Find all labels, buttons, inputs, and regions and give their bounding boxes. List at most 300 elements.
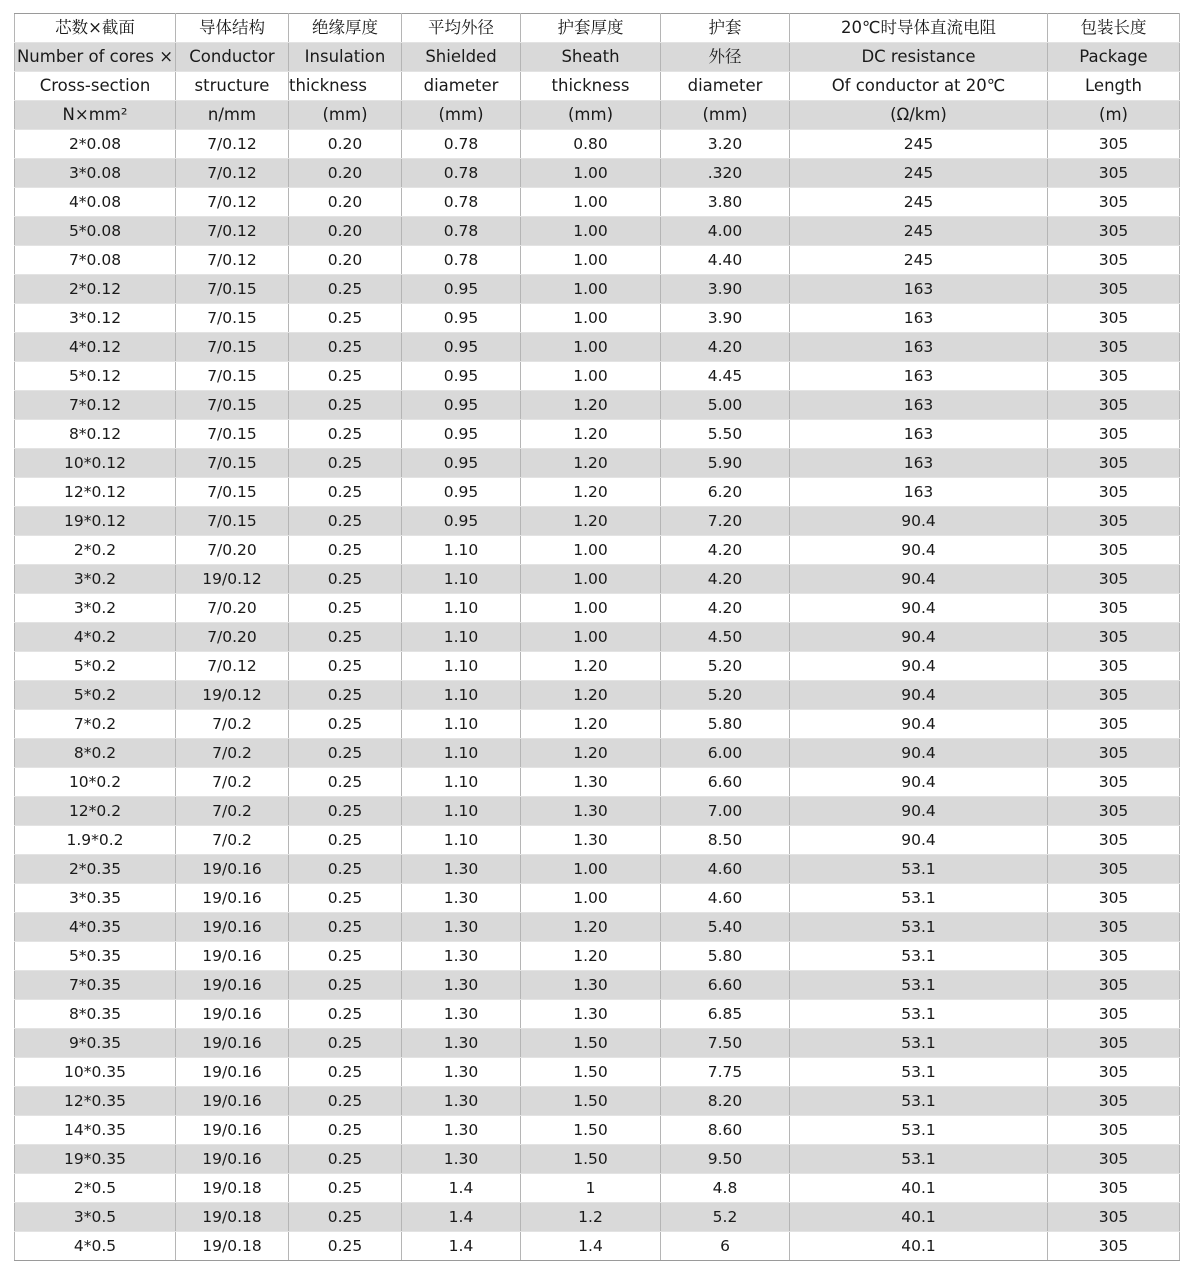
cell-package-length: 305	[1048, 797, 1180, 826]
cell-sheath-thickness: 1.20	[521, 913, 661, 942]
cell-sheath-outer-diameter: 7.00	[661, 797, 790, 826]
header-cell-sheath-outer-diameter: (mm)	[661, 101, 790, 130]
header-row-english-1	[15, 43, 1180, 72]
cell-insulation-thickness: 0.20	[289, 159, 402, 188]
cell-conductor-structure: 19/0.16	[176, 855, 289, 884]
cell-dc-resistance: 90.4	[790, 565, 1048, 594]
cell-insulation-thickness: 0.25	[289, 536, 402, 565]
table-row	[15, 1174, 1180, 1203]
table-row	[15, 536, 1180, 565]
cell-package-length: 305	[1048, 362, 1180, 391]
table-row	[15, 391, 1180, 420]
cell-sheath-outer-diameter: 6	[661, 1232, 790, 1261]
table-row	[15, 275, 1180, 304]
cell-dc-resistance: 53.1	[790, 1029, 1048, 1058]
cell-conductor-structure: 7/0.15	[176, 304, 289, 333]
cell-cores-cross-section: 7*0.35	[15, 971, 176, 1000]
cell-conductor-structure: 7/0.15	[176, 478, 289, 507]
cell-shielded-diameter: 0.78	[402, 188, 521, 217]
table-row	[15, 507, 1180, 536]
cell-cores-cross-section: 3*0.08	[15, 159, 176, 188]
cell-conductor-structure: 19/0.16	[176, 971, 289, 1000]
header-cell-sheath-thickness: 护套厚度	[521, 14, 661, 43]
cell-sheath-thickness: 1.20	[521, 507, 661, 536]
cell-conductor-structure: 7/0.2	[176, 739, 289, 768]
cell-dc-resistance: 90.4	[790, 797, 1048, 826]
cell-conductor-structure: 19/0.16	[176, 1029, 289, 1058]
cell-insulation-thickness: 0.25	[289, 391, 402, 420]
cell-package-length: 305	[1048, 710, 1180, 739]
table-row	[15, 884, 1180, 913]
cell-conductor-structure: 7/0.15	[176, 333, 289, 362]
header-cell-cores-cross-section: Number of cores ×	[15, 43, 176, 72]
cell-shielded-diameter: 0.95	[402, 478, 521, 507]
cell-package-length: 305	[1048, 1000, 1180, 1029]
cell-dc-resistance: 163	[790, 362, 1048, 391]
cell-sheath-thickness: 1.00	[521, 565, 661, 594]
cell-package-length: 305	[1048, 159, 1180, 188]
cell-dc-resistance: 53.1	[790, 971, 1048, 1000]
cell-dc-resistance: 90.4	[790, 536, 1048, 565]
cell-cores-cross-section: 10*0.35	[15, 1058, 176, 1087]
cell-insulation-thickness: 0.25	[289, 1116, 402, 1145]
cell-sheath-thickness: 1.30	[521, 1000, 661, 1029]
cell-dc-resistance: 245	[790, 246, 1048, 275]
cell-package-length: 305	[1048, 768, 1180, 797]
table-row	[15, 333, 1180, 362]
cell-conductor-structure: 19/0.18	[176, 1203, 289, 1232]
cell-insulation-thickness: 0.25	[289, 333, 402, 362]
header-cell-package-length: 包装长度	[1048, 14, 1180, 43]
cell-cores-cross-section: 14*0.35	[15, 1116, 176, 1145]
cell-shielded-diameter: 1.30	[402, 1029, 521, 1058]
cell-cores-cross-section: 19*0.12	[15, 507, 176, 536]
cell-insulation-thickness: 0.25	[289, 739, 402, 768]
cell-sheath-outer-diameter: 9.50	[661, 1145, 790, 1174]
cell-dc-resistance: 53.1	[790, 855, 1048, 884]
cell-sheath-thickness: 1.30	[521, 768, 661, 797]
cable-spec-sheet	[14, 13, 1179, 1261]
cell-package-length: 305	[1048, 942, 1180, 971]
cell-sheath-thickness: 1.20	[521, 739, 661, 768]
cell-conductor-structure: 7/0.20	[176, 536, 289, 565]
cell-conductor-structure: 19/0.12	[176, 565, 289, 594]
header-cell-sheath-outer-diameter: diameter	[661, 72, 790, 101]
header-row-units	[15, 101, 1180, 130]
cell-cores-cross-section: 19*0.35	[15, 1145, 176, 1174]
cell-shielded-diameter: 1.30	[402, 942, 521, 971]
cell-sheath-thickness: 1.00	[521, 246, 661, 275]
cell-sheath-outer-diameter: 4.20	[661, 565, 790, 594]
cell-conductor-structure: 7/0.2	[176, 826, 289, 855]
cell-package-length: 305	[1048, 1145, 1180, 1174]
cell-sheath-outer-diameter: 6.00	[661, 739, 790, 768]
cell-dc-resistance: 245	[790, 188, 1048, 217]
cell-dc-resistance: 90.4	[790, 739, 1048, 768]
cell-package-length: 305	[1048, 623, 1180, 652]
cell-sheath-outer-diameter: 4.20	[661, 594, 790, 623]
cell-sheath-outer-diameter: 5.40	[661, 913, 790, 942]
header-cell-cores-cross-section: 芯数×截面	[15, 14, 176, 43]
cell-sheath-outer-diameter: 6.20	[661, 478, 790, 507]
cell-shielded-diameter: 1.10	[402, 594, 521, 623]
cell-cores-cross-section: 4*0.35	[15, 913, 176, 942]
cell-package-length: 305	[1048, 594, 1180, 623]
cell-dc-resistance: 163	[790, 420, 1048, 449]
cell-package-length: 305	[1048, 1203, 1180, 1232]
header-cell-conductor-structure: structure	[176, 72, 289, 101]
cell-conductor-structure: 19/0.16	[176, 913, 289, 942]
cell-package-length: 305	[1048, 1232, 1180, 1261]
cell-dc-resistance: 90.4	[790, 623, 1048, 652]
header-cell-sheath-outer-diameter: 外径	[661, 43, 790, 72]
cell-dc-resistance: 163	[790, 333, 1048, 362]
table-row	[15, 188, 1180, 217]
cell-dc-resistance: 163	[790, 449, 1048, 478]
table-row	[15, 652, 1180, 681]
header-cell-insulation-thickness: (mm)	[289, 101, 402, 130]
header-cell-sheath-thickness: thickness	[521, 72, 661, 101]
cell-sheath-thickness: 1.50	[521, 1145, 661, 1174]
cell-package-length: 305	[1048, 1029, 1180, 1058]
cell-package-length: 305	[1048, 652, 1180, 681]
cell-shielded-diameter: 0.78	[402, 217, 521, 246]
cell-dc-resistance: 163	[790, 275, 1048, 304]
cell-package-length: 305	[1048, 913, 1180, 942]
cell-shielded-diameter: 0.95	[402, 275, 521, 304]
cell-dc-resistance: 245	[790, 159, 1048, 188]
cell-conductor-structure: 7/0.2	[176, 797, 289, 826]
cell-shielded-diameter: 1.10	[402, 652, 521, 681]
cell-cores-cross-section: 5*0.2	[15, 681, 176, 710]
cell-sheath-thickness: 1.2	[521, 1203, 661, 1232]
cell-sheath-thickness: 1.20	[521, 681, 661, 710]
cell-sheath-outer-diameter: .320	[661, 159, 790, 188]
table-row	[15, 739, 1180, 768]
cell-cores-cross-section: 5*0.08	[15, 217, 176, 246]
cell-shielded-diameter: 0.95	[402, 449, 521, 478]
cell-package-length: 305	[1048, 1174, 1180, 1203]
cell-shielded-diameter: 1.10	[402, 797, 521, 826]
cell-cores-cross-section: 12*0.35	[15, 1087, 176, 1116]
cell-shielded-diameter: 1.30	[402, 884, 521, 913]
cell-sheath-thickness: 1.20	[521, 710, 661, 739]
header-cell-conductor-structure: Conductor	[176, 43, 289, 72]
cell-conductor-structure: 19/0.18	[176, 1174, 289, 1203]
cell-package-length: 305	[1048, 391, 1180, 420]
cell-package-length: 305	[1048, 130, 1180, 159]
cell-package-length: 305	[1048, 217, 1180, 246]
cell-dc-resistance: 53.1	[790, 1000, 1048, 1029]
cell-shielded-diameter: 1.10	[402, 536, 521, 565]
cell-package-length: 305	[1048, 478, 1180, 507]
cell-insulation-thickness: 0.25	[289, 681, 402, 710]
cell-sheath-thickness: 1.50	[521, 1116, 661, 1145]
cell-conductor-structure: 7/0.15	[176, 507, 289, 536]
cell-insulation-thickness: 0.25	[289, 1203, 402, 1232]
cell-sheath-thickness: 1.20	[521, 449, 661, 478]
cell-shielded-diameter: 0.95	[402, 333, 521, 362]
cell-cores-cross-section: 3*0.35	[15, 884, 176, 913]
cell-package-length: 305	[1048, 826, 1180, 855]
cell-insulation-thickness: 0.25	[289, 768, 402, 797]
cell-sheath-outer-diameter: 4.00	[661, 217, 790, 246]
cell-sheath-outer-diameter: 6.60	[661, 768, 790, 797]
cell-package-length: 305	[1048, 536, 1180, 565]
cell-insulation-thickness: 0.25	[289, 652, 402, 681]
cell-cores-cross-section: 5*0.12	[15, 362, 176, 391]
table-row	[15, 478, 1180, 507]
cell-cores-cross-section: 3*0.5	[15, 1203, 176, 1232]
cell-sheath-thickness: 1.00	[521, 333, 661, 362]
cell-conductor-structure: 7/0.12	[176, 217, 289, 246]
cell-package-length: 305	[1048, 420, 1180, 449]
cell-dc-resistance: 53.1	[790, 1116, 1048, 1145]
cell-cores-cross-section: 7*0.2	[15, 710, 176, 739]
cell-conductor-structure: 7/0.12	[176, 652, 289, 681]
cell-cores-cross-section: 4*0.5	[15, 1232, 176, 1261]
cell-sheath-thickness: 1.00	[521, 884, 661, 913]
cell-package-length: 305	[1048, 1058, 1180, 1087]
header-row-chinese	[15, 14, 1180, 43]
cell-sheath-outer-diameter: 7.20	[661, 507, 790, 536]
cell-shielded-diameter: 0.78	[402, 159, 521, 188]
cell-cores-cross-section: 3*0.2	[15, 565, 176, 594]
cell-sheath-thickness: 1.20	[521, 652, 661, 681]
table-row	[15, 1116, 1180, 1145]
cell-sheath-thickness: 1.00	[521, 188, 661, 217]
cell-dc-resistance: 40.1	[790, 1174, 1048, 1203]
table-row	[15, 681, 1180, 710]
cell-sheath-outer-diameter: 5.80	[661, 942, 790, 971]
cell-sheath-outer-diameter: 4.60	[661, 855, 790, 884]
cell-sheath-thickness: 1.00	[521, 855, 661, 884]
cell-conductor-structure: 19/0.16	[176, 884, 289, 913]
cell-sheath-thickness: 1.20	[521, 942, 661, 971]
cell-sheath-thickness: 1.30	[521, 826, 661, 855]
cell-sheath-thickness: 1.50	[521, 1087, 661, 1116]
cell-conductor-structure: 7/0.20	[176, 594, 289, 623]
table-row	[15, 797, 1180, 826]
cell-dc-resistance: 163	[790, 304, 1048, 333]
cell-insulation-thickness: 0.25	[289, 565, 402, 594]
cell-dc-resistance: 163	[790, 391, 1048, 420]
cell-package-length: 305	[1048, 275, 1180, 304]
cell-cores-cross-section: 2*0.12	[15, 275, 176, 304]
cell-conductor-structure: 7/0.12	[176, 159, 289, 188]
cell-dc-resistance: 53.1	[790, 884, 1048, 913]
cell-cores-cross-section: 10*0.12	[15, 449, 176, 478]
cell-cores-cross-section: 2*0.35	[15, 855, 176, 884]
cell-shielded-diameter: 0.95	[402, 362, 521, 391]
cell-shielded-diameter: 1.4	[402, 1232, 521, 1261]
cell-conductor-structure: 19/0.12	[176, 681, 289, 710]
cell-cores-cross-section: 5*0.2	[15, 652, 176, 681]
cell-dc-resistance: 245	[790, 130, 1048, 159]
cell-cores-cross-section: 7*0.08	[15, 246, 176, 275]
cell-insulation-thickness: 0.25	[289, 478, 402, 507]
header-cell-cores-cross-section: N×mm²	[15, 101, 176, 130]
cell-sheath-outer-diameter: 6.85	[661, 1000, 790, 1029]
cell-conductor-structure: 19/0.16	[176, 1116, 289, 1145]
table-row	[15, 1087, 1180, 1116]
cell-insulation-thickness: 0.25	[289, 594, 402, 623]
cell-insulation-thickness: 0.25	[289, 971, 402, 1000]
cell-package-length: 305	[1048, 971, 1180, 1000]
cell-insulation-thickness: 0.25	[289, 710, 402, 739]
cell-insulation-thickness: 0.25	[289, 449, 402, 478]
header-cell-dc-resistance: DC resistance	[790, 43, 1048, 72]
header-cell-shielded-diameter: Shielded	[402, 43, 521, 72]
cell-package-length: 305	[1048, 1116, 1180, 1145]
header-cell-dc-resistance: (Ω/km)	[790, 101, 1048, 130]
cell-dc-resistance: 53.1	[790, 1087, 1048, 1116]
cell-insulation-thickness: 0.25	[289, 855, 402, 884]
cell-conductor-structure: 7/0.15	[176, 391, 289, 420]
cell-shielded-diameter: 1.10	[402, 768, 521, 797]
cell-insulation-thickness: 0.25	[289, 884, 402, 913]
table-row	[15, 768, 1180, 797]
header-cell-shielded-diameter: 平均外径	[402, 14, 521, 43]
cell-package-length: 305	[1048, 739, 1180, 768]
cell-sheath-outer-diameter: 7.75	[661, 1058, 790, 1087]
header-cell-insulation-thickness: thickness	[289, 72, 402, 101]
cell-shielded-diameter: 1.10	[402, 681, 521, 710]
cell-conductor-structure: 7/0.12	[176, 246, 289, 275]
table-row	[15, 362, 1180, 391]
cell-sheath-thickness: 1.00	[521, 275, 661, 304]
cell-sheath-outer-diameter: 5.20	[661, 681, 790, 710]
cell-sheath-thickness: 1.00	[521, 623, 661, 652]
cell-conductor-structure: 7/0.2	[176, 768, 289, 797]
cell-conductor-structure: 19/0.16	[176, 1145, 289, 1174]
cell-sheath-outer-diameter: 4.20	[661, 333, 790, 362]
header-cell-package-length: Package	[1048, 43, 1180, 72]
cell-cores-cross-section: 7*0.12	[15, 391, 176, 420]
cell-sheath-outer-diameter: 4.40	[661, 246, 790, 275]
cell-insulation-thickness: 0.25	[289, 623, 402, 652]
cell-dc-resistance: 53.1	[790, 942, 1048, 971]
cell-shielded-diameter: 1.30	[402, 1145, 521, 1174]
cell-conductor-structure: 7/0.15	[176, 420, 289, 449]
cell-conductor-structure: 19/0.18	[176, 1232, 289, 1261]
cell-sheath-outer-diameter: 3.90	[661, 304, 790, 333]
cell-sheath-thickness: 1.4	[521, 1232, 661, 1261]
cell-insulation-thickness: 0.25	[289, 826, 402, 855]
cell-sheath-outer-diameter: 8.20	[661, 1087, 790, 1116]
cell-insulation-thickness: 0.25	[289, 420, 402, 449]
cell-package-length: 305	[1048, 246, 1180, 275]
cell-sheath-thickness: 1.50	[521, 1029, 661, 1058]
cell-sheath-outer-diameter: 8.50	[661, 826, 790, 855]
table-row	[15, 304, 1180, 333]
header-cell-insulation-thickness: 绝缘厚度	[289, 14, 402, 43]
cell-insulation-thickness: 0.25	[289, 362, 402, 391]
cell-cores-cross-section: 8*0.12	[15, 420, 176, 449]
cell-insulation-thickness: 0.25	[289, 1145, 402, 1174]
cell-cores-cross-section: 8*0.35	[15, 1000, 176, 1029]
header-cell-sheath-thickness: Sheath	[521, 43, 661, 72]
cell-insulation-thickness: 0.25	[289, 1058, 402, 1087]
cell-dc-resistance: 90.4	[790, 768, 1048, 797]
cell-package-length: 305	[1048, 855, 1180, 884]
cell-sheath-thickness: 1.00	[521, 536, 661, 565]
cell-shielded-diameter: 1.10	[402, 739, 521, 768]
cell-sheath-thickness: 1.00	[521, 594, 661, 623]
cell-cores-cross-section: 12*0.2	[15, 797, 176, 826]
cell-sheath-outer-diameter: 8.60	[661, 1116, 790, 1145]
cell-shielded-diameter: 1.30	[402, 1116, 521, 1145]
cell-shielded-diameter: 1.10	[402, 623, 521, 652]
table-row	[15, 1145, 1180, 1174]
cell-shielded-diameter: 1.30	[402, 971, 521, 1000]
cell-shielded-diameter: 1.10	[402, 826, 521, 855]
table-row	[15, 826, 1180, 855]
cell-package-length: 305	[1048, 1087, 1180, 1116]
cell-shielded-diameter: 1.30	[402, 1000, 521, 1029]
cell-dc-resistance: 53.1	[790, 1058, 1048, 1087]
cell-sheath-thickness: 1.00	[521, 362, 661, 391]
cell-insulation-thickness: 0.25	[289, 1174, 402, 1203]
cell-dc-resistance: 40.1	[790, 1232, 1048, 1261]
header-row-english-2	[15, 72, 1180, 101]
cell-shielded-diameter: 1.30	[402, 913, 521, 942]
cell-sheath-outer-diameter: 5.20	[661, 652, 790, 681]
cell-package-length: 305	[1048, 449, 1180, 478]
cell-dc-resistance: 53.1	[790, 1145, 1048, 1174]
cell-insulation-thickness: 0.25	[289, 507, 402, 536]
cell-cores-cross-section: 12*0.12	[15, 478, 176, 507]
cell-insulation-thickness: 0.25	[289, 797, 402, 826]
cell-cores-cross-section: 2*0.2	[15, 536, 176, 565]
cell-sheath-outer-diameter: 4.45	[661, 362, 790, 391]
header-cell-sheath-thickness: (mm)	[521, 101, 661, 130]
cell-sheath-thickness: 1.30	[521, 797, 661, 826]
cell-dc-resistance: 90.4	[790, 594, 1048, 623]
table-row	[15, 246, 1180, 275]
cell-conductor-structure: 7/0.2	[176, 710, 289, 739]
cell-package-length: 305	[1048, 188, 1180, 217]
cell-cores-cross-section: 10*0.2	[15, 768, 176, 797]
cell-cores-cross-section: 4*0.12	[15, 333, 176, 362]
cell-dc-resistance: 40.1	[790, 1203, 1048, 1232]
cell-package-length: 305	[1048, 304, 1180, 333]
cell-sheath-outer-diameter: 5.90	[661, 449, 790, 478]
header-cell-conductor-structure: n/mm	[176, 101, 289, 130]
cell-dc-resistance: 90.4	[790, 507, 1048, 536]
cell-sheath-outer-diameter: 7.50	[661, 1029, 790, 1058]
table-row	[15, 420, 1180, 449]
cell-insulation-thickness: 0.20	[289, 130, 402, 159]
cell-conductor-structure: 7/0.15	[176, 362, 289, 391]
table-row	[15, 710, 1180, 739]
cell-insulation-thickness: 0.25	[289, 1000, 402, 1029]
cell-shielded-diameter: 1.30	[402, 1087, 521, 1116]
cell-dc-resistance: 90.4	[790, 681, 1048, 710]
cell-sheath-outer-diameter: 4.50	[661, 623, 790, 652]
table-row	[15, 565, 1180, 594]
table-row	[15, 449, 1180, 478]
header-cell-package-length: Length	[1048, 72, 1180, 101]
cell-sheath-outer-diameter: 3.80	[661, 188, 790, 217]
cell-sheath-thickness: 1.20	[521, 391, 661, 420]
cell-shielded-diameter: 1.4	[402, 1174, 521, 1203]
cell-shielded-diameter: 0.95	[402, 304, 521, 333]
cell-sheath-outer-diameter: 5.00	[661, 391, 790, 420]
cell-insulation-thickness: 0.25	[289, 1029, 402, 1058]
cell-sheath-outer-diameter: 5.2	[661, 1203, 790, 1232]
header-cell-cores-cross-section: Cross-section	[15, 72, 176, 101]
